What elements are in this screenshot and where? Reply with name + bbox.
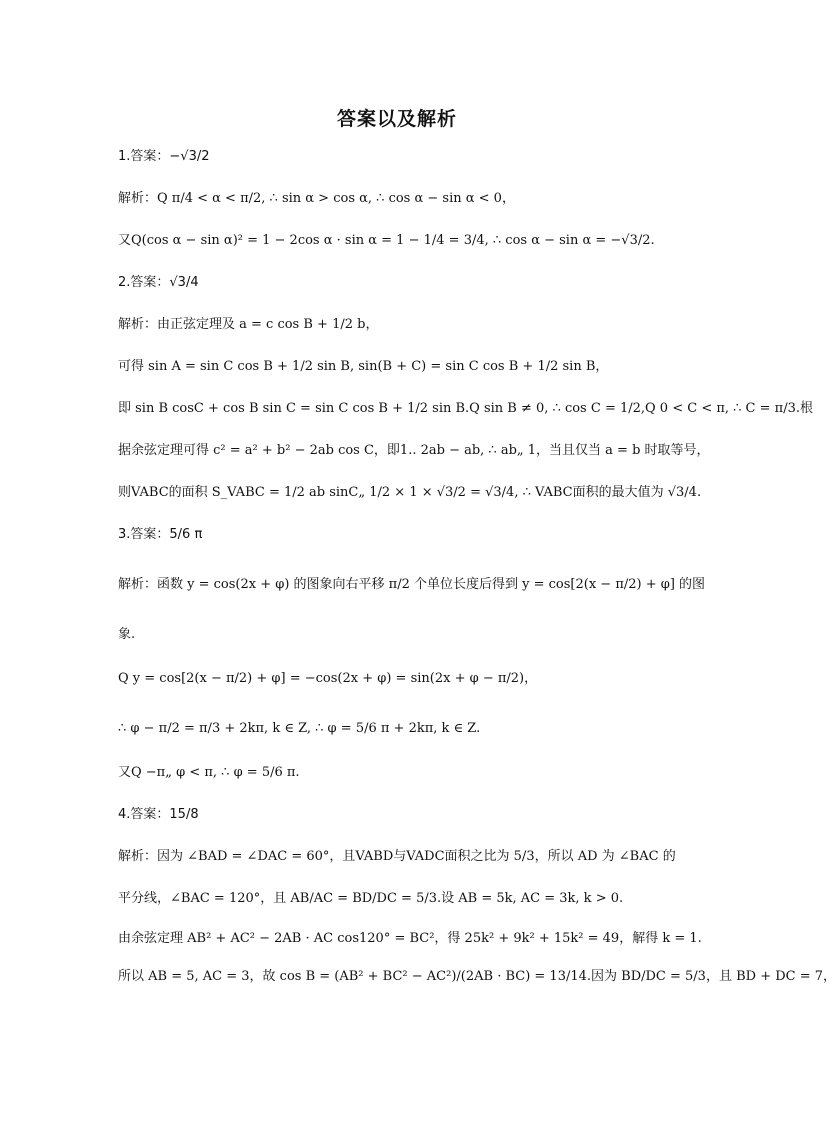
solution-line: Q y = cos[2(x − π/2) + φ] = −cos(2x + φ) = sin(2x + φ − π/2)， [118,671,538,686]
answer-line: 3.答案：5/6 π [118,527,203,542]
answer-line: 1.答案：−√3/2 [118,149,210,164]
solution-line: 象. [118,627,136,642]
solution-line: 解析：函数 y = cos(2x + φ) 的图象向右平移 π/2 个单位长度后得到 y = cos[2(x − π/2) + φ] 的图 [118,577,706,592]
answer-line: 4.答案：15/8 [118,807,199,822]
solution-line: ∴ φ − π/2 = π/3 + 2kπ, k ∈ Z, ∴ φ = 5/6 π + 2kπ, k ∈ Z. [118,721,481,736]
page-title: 答案以及解析 [336,108,457,130]
solution-line: 由余弦定理 AB² + AC² − 2AB · AC cos120° = BC²，得 25k² + 9k² + 15k² = 49，解得 k = 1. [118,931,702,946]
solution-line: 据余弦定理可得 c² = a² + b² − 2ab cos C，即1.. 2ab − ab, ∴ ab„ 1，当且仅当 a = b 时取等号， [118,443,710,458]
solution-line: 可得 sin A = sin C cos B + 1/2 sin B, sin(B + C) = sin C cos B + 1/2 sin B， [118,359,609,374]
solution-line: 解析：因为 ∠BAD = ∠DAC = 60°，且VABD与VADC面积之比为 5/3，所以 AD 为 ∠BAC 的 [118,849,676,864]
solution-line: 平分线，∠BAC = 120°，且 AB/AC = BD/DC = 5/3.设 AB = 5k, AC = 3k, k > 0. [118,891,624,906]
answer-line: 2.答案：√3/4 [118,275,199,290]
solution-line: 又Q −π„ φ < π, ∴ φ = 5/6 π. [118,765,300,780]
solution-line: 即 sin B cosC + cos B sin C = sin C cos B + 1/2 sin B.Q sin B ≠ 0, ∴ cos C = 1/2,Q 0 < C < π, ∴ C = π/3.根 [118,401,813,416]
solution-line: 所以 AB = 5, AC = 3，故 cos B = (AB² + BC² − AC²)/(2AB · BC) = 13/14.因为 BD/DC = 5/3，且 BD + DC = 7， [118,969,836,984]
solution-line: 解析：Q π/4 < α < π/2, ∴ sin α > cos α, ∴ cos α − sin α < 0， [118,191,515,206]
solution-line: 则VABC的面积 S_VABC = 1/2 ab sinC„ 1/2 × 1 × √3/2 = √3/4, ∴ VABC面积的最大值为 √3/4. [118,485,702,500]
solution-line: 又Q(cos α − sin α)² = 1 − 2cos α · sin α = 1 − 1/4 = 3/4, ∴ cos α − sin α = −√3/2. [118,233,655,248]
solution-line: 解析：由正弦定理及 a = c cos B + 1/2 b， [118,317,379,332]
